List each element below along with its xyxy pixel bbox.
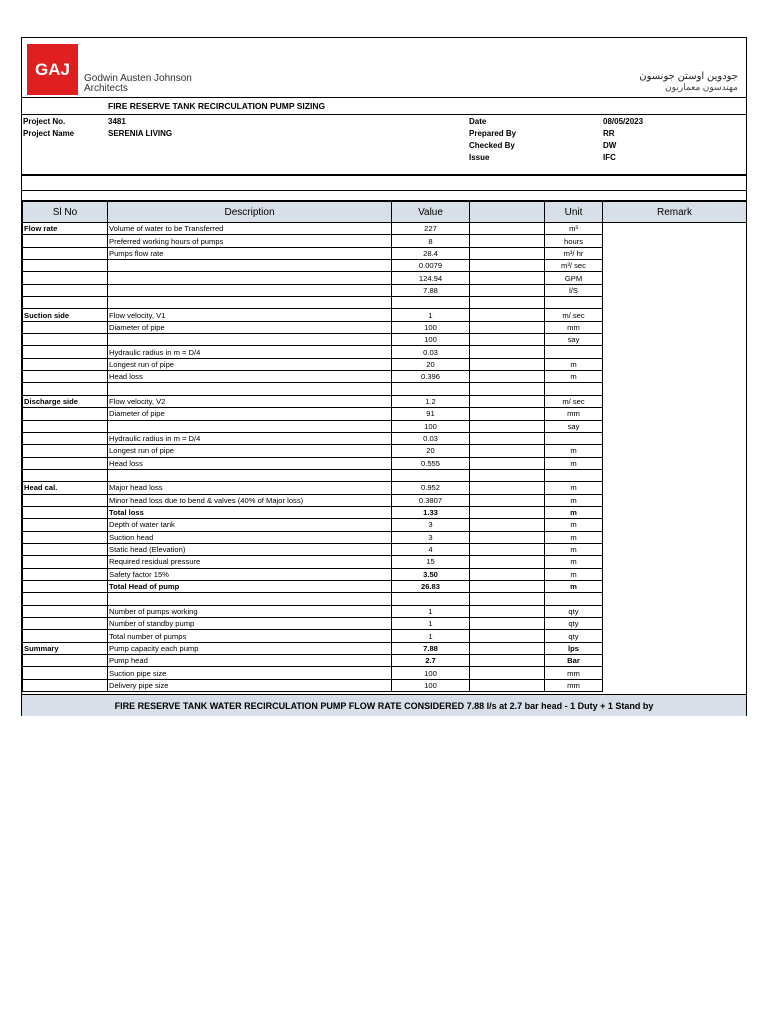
row-section xyxy=(23,297,108,309)
row-value: 7.88 xyxy=(392,284,470,296)
gaj-logo: GAJ xyxy=(27,44,78,95)
row-unit: m xyxy=(545,556,603,568)
issue-label: Issue xyxy=(469,153,490,162)
row-section xyxy=(23,272,108,284)
row-value: 28.4 xyxy=(392,247,470,259)
row-unit: m³/ sec xyxy=(545,260,603,272)
row-unit: mm xyxy=(545,408,603,420)
table-row xyxy=(23,346,747,358)
table-row xyxy=(23,358,747,370)
row-remark xyxy=(603,420,747,432)
row-unit: mm xyxy=(545,679,603,691)
row-description: Pump head xyxy=(108,655,392,667)
row-value: 3 xyxy=(392,519,470,531)
row-blank xyxy=(470,630,545,642)
sheet-header xyxy=(22,38,746,98)
row-description: Number of pumps working xyxy=(108,605,392,617)
row-unit: m/ sec xyxy=(545,309,603,321)
row-unit: l/S xyxy=(545,284,603,296)
row-remark xyxy=(603,630,747,642)
row-section xyxy=(23,457,108,469)
row-section: Flow rate xyxy=(23,223,108,235)
row-description: Hydraulic radius in m = D/4 xyxy=(108,432,392,444)
row-section xyxy=(23,667,108,679)
row-section: Discharge side xyxy=(23,395,108,407)
row-unit: m³/ hr xyxy=(545,247,603,259)
row-unit: m xyxy=(545,358,603,370)
row-description xyxy=(108,334,392,346)
column-header-description: Description xyxy=(108,202,392,223)
prepared-label: Prepared By xyxy=(469,129,517,138)
row-blank xyxy=(470,235,545,247)
row-description: Suction pipe size xyxy=(108,667,392,679)
row-value: 15 xyxy=(392,556,470,568)
row-section xyxy=(23,556,108,568)
row-blank xyxy=(470,334,545,346)
row-unit: m xyxy=(545,580,603,592)
table-row xyxy=(23,420,747,432)
row-unit: m xyxy=(545,445,603,457)
firm-name: Godwin Austen Johnson xyxy=(84,73,192,84)
row-value: 124.94 xyxy=(392,272,470,284)
arabic-firm-subtitle: مهندسون معماريون xyxy=(665,82,738,92)
row-remark xyxy=(603,679,747,691)
row-section xyxy=(23,383,108,395)
row-description: Safety factor 15% xyxy=(108,568,392,580)
row-description: Diameter of pipe xyxy=(108,408,392,420)
table-row xyxy=(23,408,747,420)
row-value: 8 xyxy=(392,235,470,247)
row-remark xyxy=(603,346,747,358)
row-blank xyxy=(470,309,545,321)
row-description xyxy=(108,593,392,605)
row-remark xyxy=(603,284,747,296)
row-remark xyxy=(603,383,747,395)
row-blank xyxy=(470,445,545,457)
calculation-table xyxy=(22,201,747,692)
row-section xyxy=(23,284,108,296)
row-unit: say xyxy=(545,334,603,346)
row-value: 20 xyxy=(392,445,470,457)
row-section xyxy=(23,408,108,420)
row-description: Required residual pressure xyxy=(108,556,392,568)
project-info xyxy=(22,116,746,176)
project-name-label: Project Name xyxy=(23,129,75,138)
row-blank xyxy=(470,642,545,654)
row-value: 100 xyxy=(392,334,470,346)
row-unit: m/ sec xyxy=(545,395,603,407)
row-unit: m xyxy=(545,371,603,383)
column-header-blank xyxy=(470,202,545,223)
table-row xyxy=(23,506,747,518)
row-value: 3 xyxy=(392,531,470,543)
table-row xyxy=(23,371,747,383)
row-blank xyxy=(470,420,545,432)
arabic-firm-name: جودوين اوستن جونسون xyxy=(639,71,738,82)
table-row xyxy=(23,284,747,296)
row-unit: m xyxy=(545,543,603,555)
row-remark xyxy=(603,482,747,494)
row-description: Head loss xyxy=(108,457,392,469)
row-blank xyxy=(470,395,545,407)
row-unit: m xyxy=(545,457,603,469)
row-description xyxy=(108,297,392,309)
row-description: Flow velocity, V1 xyxy=(108,309,392,321)
table-row xyxy=(23,457,747,469)
row-blank xyxy=(470,358,545,370)
row-unit xyxy=(545,346,603,358)
date-value: 08/05/2023 xyxy=(603,117,644,126)
column-header-remark: Remark xyxy=(603,202,747,223)
table-row xyxy=(23,630,747,642)
table-row xyxy=(23,469,747,481)
row-value: 0.3807 xyxy=(392,494,470,506)
row-remark xyxy=(603,618,747,630)
row-unit xyxy=(545,469,603,481)
row-value: 1.2 xyxy=(392,395,470,407)
row-unit: m xyxy=(545,494,603,506)
row-blank xyxy=(470,321,545,333)
row-value: 7.88 xyxy=(392,642,470,654)
row-description: Hydraulic radius in m = D/4 xyxy=(108,346,392,358)
row-remark xyxy=(603,371,747,383)
table-row xyxy=(23,235,747,247)
row-unit: GPM xyxy=(545,272,603,284)
row-section xyxy=(23,321,108,333)
row-unit: m xyxy=(545,519,603,531)
row-value: 100 xyxy=(392,679,470,691)
row-value: 100 xyxy=(392,667,470,679)
row-value: 0.952 xyxy=(392,482,470,494)
row-value: 1.33 xyxy=(392,506,470,518)
table-row xyxy=(23,568,747,580)
row-remark xyxy=(603,395,747,407)
row-section xyxy=(23,371,108,383)
row-blank xyxy=(470,556,545,568)
prepared-value: RR xyxy=(603,129,615,138)
row-unit: hours xyxy=(545,235,603,247)
table-row xyxy=(23,543,747,555)
row-blank xyxy=(470,297,545,309)
row-section xyxy=(23,605,108,617)
row-section xyxy=(23,519,108,531)
column-header-value: Value xyxy=(392,202,470,223)
row-unit: m xyxy=(545,568,603,580)
row-unit: mm xyxy=(545,667,603,679)
row-value: 91 xyxy=(392,408,470,420)
row-description: Total number of pumps xyxy=(108,630,392,642)
row-value: 227 xyxy=(392,223,470,235)
row-unit: m xyxy=(545,531,603,543)
table-row xyxy=(23,260,747,272)
row-description: Diameter of pipe xyxy=(108,321,392,333)
row-value xyxy=(392,469,470,481)
row-value: 0.555 xyxy=(392,457,470,469)
table-row xyxy=(23,383,747,395)
row-blank xyxy=(470,519,545,531)
table-row xyxy=(23,247,747,259)
table-row xyxy=(23,321,747,333)
row-section xyxy=(23,247,108,259)
row-blank xyxy=(470,494,545,506)
summary-footer: FIRE RESERVE TANK WATER RECIRCULATION PUMP FLOW RATE CONSIDERED 7.88 l/s at 2.7 bar head - 1 Duty + 1 Stand by xyxy=(22,694,746,716)
row-remark xyxy=(603,556,747,568)
row-blank xyxy=(470,618,545,630)
table-row xyxy=(23,580,747,592)
row-value: 3.50 xyxy=(392,568,470,580)
row-remark xyxy=(603,543,747,555)
table-row xyxy=(23,432,747,444)
row-section xyxy=(23,630,108,642)
table-row xyxy=(23,482,747,494)
row-description: Static head (Elevation) xyxy=(108,543,392,555)
row-section xyxy=(23,593,108,605)
row-remark xyxy=(603,247,747,259)
project-name: SERENIA LIVING xyxy=(108,129,173,138)
row-section: Head cal. xyxy=(23,482,108,494)
table-row xyxy=(23,531,747,543)
table-row xyxy=(23,272,747,284)
row-section xyxy=(23,568,108,580)
row-remark xyxy=(603,334,747,346)
firm-subtitle: Architects xyxy=(84,83,128,94)
row-unit: m xyxy=(545,506,603,518)
row-blank xyxy=(470,247,545,259)
row-description: Flow velocity, V2 xyxy=(108,395,392,407)
table-row xyxy=(23,655,747,667)
row-value: 0.03 xyxy=(392,432,470,444)
row-section xyxy=(23,679,108,691)
date-label: Date xyxy=(469,117,487,126)
row-description: Total Head of pump xyxy=(108,580,392,592)
row-value xyxy=(392,383,470,395)
row-section xyxy=(23,346,108,358)
table-row xyxy=(23,309,747,321)
row-blank xyxy=(470,272,545,284)
calculation-sheet xyxy=(21,37,747,716)
table-row xyxy=(23,494,747,506)
row-blank xyxy=(470,457,545,469)
row-remark xyxy=(603,655,747,667)
row-blank xyxy=(470,432,545,444)
row-blank xyxy=(470,605,545,617)
title-row xyxy=(22,98,746,115)
row-unit: qty xyxy=(545,618,603,630)
row-blank xyxy=(470,667,545,679)
divider xyxy=(22,190,746,191)
row-description xyxy=(108,284,392,296)
row-remark xyxy=(603,642,747,654)
row-unit: say xyxy=(545,420,603,432)
row-value: 2.7 xyxy=(392,655,470,667)
row-blank xyxy=(470,568,545,580)
row-remark xyxy=(603,408,747,420)
row-blank xyxy=(470,679,545,691)
checked-label: Checked By xyxy=(469,141,515,150)
table-row xyxy=(23,519,747,531)
row-remark xyxy=(603,457,747,469)
row-remark xyxy=(603,272,747,284)
row-blank xyxy=(470,383,545,395)
row-description xyxy=(108,469,392,481)
row-section xyxy=(23,494,108,506)
row-description: Preferred working hours of pumps xyxy=(108,235,392,247)
project-no: 3481 xyxy=(108,117,126,126)
table-body xyxy=(23,223,747,692)
row-section xyxy=(23,531,108,543)
row-unit xyxy=(545,297,603,309)
table-row xyxy=(23,334,747,346)
row-description: Head loss xyxy=(108,371,392,383)
row-unit: qty xyxy=(545,630,603,642)
row-unit xyxy=(545,383,603,395)
row-section: Suction side xyxy=(23,309,108,321)
row-blank xyxy=(470,593,545,605)
row-remark xyxy=(603,568,747,580)
row-section xyxy=(23,543,108,555)
row-blank xyxy=(470,223,545,235)
row-remark xyxy=(603,445,747,457)
row-section xyxy=(23,260,108,272)
table-row xyxy=(23,642,747,654)
row-section xyxy=(23,618,108,630)
row-description: Volume of water to be Transferred xyxy=(108,223,392,235)
table-row xyxy=(23,445,747,457)
row-value: 1 xyxy=(392,630,470,642)
row-description: Suction head xyxy=(108,531,392,543)
row-value: 100 xyxy=(392,321,470,333)
table-row xyxy=(23,395,747,407)
row-value xyxy=(392,593,470,605)
row-section xyxy=(23,655,108,667)
row-remark xyxy=(603,593,747,605)
table-row xyxy=(23,593,747,605)
row-blank xyxy=(470,580,545,592)
row-remark xyxy=(603,519,747,531)
table-row xyxy=(23,297,747,309)
table-row xyxy=(23,679,747,691)
row-value: 20 xyxy=(392,358,470,370)
row-unit: qty xyxy=(545,605,603,617)
row-description xyxy=(108,420,392,432)
row-value: 1 xyxy=(392,618,470,630)
row-description: Number of standby pump xyxy=(108,618,392,630)
row-blank xyxy=(470,371,545,383)
row-remark xyxy=(603,297,747,309)
row-blank xyxy=(470,543,545,555)
row-blank xyxy=(470,482,545,494)
row-section xyxy=(23,235,108,247)
table-row xyxy=(23,618,747,630)
row-remark xyxy=(603,494,747,506)
row-description: Pump capacity each pump xyxy=(108,642,392,654)
row-section xyxy=(23,445,108,457)
row-section xyxy=(23,469,108,481)
row-unit xyxy=(545,432,603,444)
row-description xyxy=(108,260,392,272)
row-section xyxy=(23,432,108,444)
table-row xyxy=(23,223,747,235)
row-value: 26.83 xyxy=(392,580,470,592)
row-description xyxy=(108,272,392,284)
row-description: Major head loss xyxy=(108,482,392,494)
row-remark xyxy=(603,223,747,235)
row-remark xyxy=(603,432,747,444)
row-value: 4 xyxy=(392,543,470,555)
table-row xyxy=(23,605,747,617)
row-description xyxy=(108,383,392,395)
row-remark xyxy=(603,321,747,333)
row-unit: mm xyxy=(545,321,603,333)
table-row xyxy=(23,667,747,679)
row-unit: Bar xyxy=(545,655,603,667)
sheet-title: FIRE RESERVE TANK RECIRCULATION PUMP SIZING xyxy=(108,101,326,111)
row-description: Longest run of pipe xyxy=(108,445,392,457)
row-value: 1 xyxy=(392,309,470,321)
checked-value: DW xyxy=(603,141,617,150)
row-value: 1 xyxy=(392,605,470,617)
row-section xyxy=(23,358,108,370)
table-row xyxy=(23,556,747,568)
row-remark xyxy=(603,469,747,481)
row-blank xyxy=(470,260,545,272)
row-value: 100 xyxy=(392,420,470,432)
row-description: Longest run of pipe xyxy=(108,358,392,370)
row-blank xyxy=(470,346,545,358)
row-section xyxy=(23,420,108,432)
row-description: Minor head loss due to bend & valves (40% of Major loss) xyxy=(108,494,392,506)
row-remark xyxy=(603,605,747,617)
row-unit: lps xyxy=(545,642,603,654)
row-value: 0.03 xyxy=(392,346,470,358)
table-header-row xyxy=(23,202,747,223)
row-value: 0.0079 xyxy=(392,260,470,272)
row-description: Depth of water tank xyxy=(108,519,392,531)
row-blank xyxy=(470,531,545,543)
row-remark xyxy=(603,531,747,543)
row-section xyxy=(23,506,108,518)
issue-value: IFC xyxy=(603,153,616,162)
row-blank xyxy=(470,469,545,481)
row-remark xyxy=(603,580,747,592)
column-header-unit: Unit xyxy=(545,202,603,223)
project-no-label: Project No. xyxy=(23,117,66,126)
row-value xyxy=(392,297,470,309)
row-remark xyxy=(603,260,747,272)
row-remark xyxy=(603,506,747,518)
row-description: Delivery pipe size xyxy=(108,679,392,691)
column-header-sl: Sl No xyxy=(23,202,108,223)
row-blank xyxy=(470,284,545,296)
row-blank xyxy=(470,655,545,667)
row-section xyxy=(23,580,108,592)
row-blank xyxy=(470,506,545,518)
row-section xyxy=(23,334,108,346)
row-description: Total loss xyxy=(108,506,392,518)
row-unit xyxy=(545,593,603,605)
row-unit: m³ xyxy=(545,223,603,235)
row-description: Pumps flow rate xyxy=(108,247,392,259)
row-blank xyxy=(470,408,545,420)
row-remark xyxy=(603,358,747,370)
row-section: Summary xyxy=(23,642,108,654)
row-value: 0.396 xyxy=(392,371,470,383)
row-unit: m xyxy=(545,482,603,494)
row-remark xyxy=(603,235,747,247)
row-remark xyxy=(603,309,747,321)
row-remark xyxy=(603,667,747,679)
